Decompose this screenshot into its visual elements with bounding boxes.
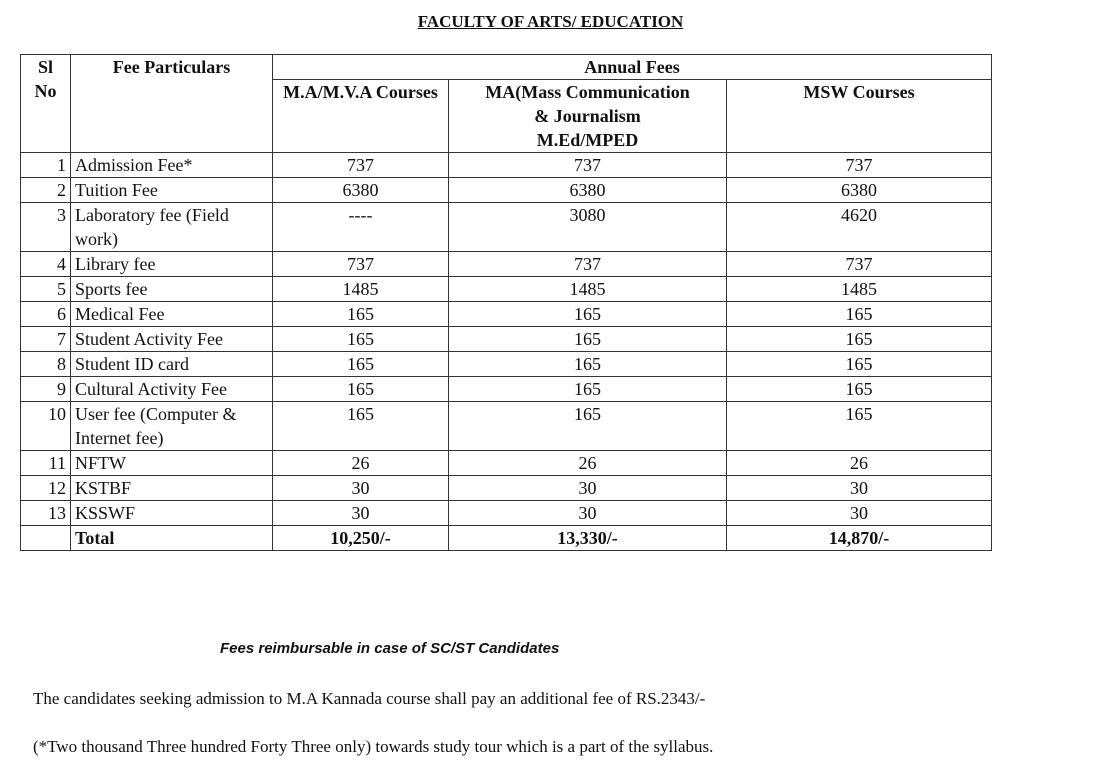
row-msw-fee: 4620: [727, 203, 992, 252]
row-mass-communication-fee: 30: [449, 476, 727, 501]
row-sl-no: 11: [21, 451, 71, 476]
row-sl-no: 10: [21, 402, 71, 451]
total-msw: 14,870/-: [727, 526, 992, 551]
row-mass-communication-fee: 165: [449, 302, 727, 327]
row-mass-communication-fee: 165: [449, 327, 727, 352]
row-mass-communication-fee: 3080: [449, 203, 727, 252]
row-ma-mva-fee: 737: [273, 153, 449, 178]
table-row: [21, 451, 992, 476]
row-sl-no: 3: [21, 203, 71, 252]
row-mass-communication-fee: 1485: [449, 277, 727, 302]
row-sl-no: 7: [21, 327, 71, 352]
table-row: [21, 153, 992, 178]
row-sl-no: 1: [21, 153, 71, 178]
row-ma-mva-fee: 26: [273, 451, 449, 476]
row-fee-particular: Laboratory fee (Field work): [71, 203, 273, 252]
row-ma-mva-fee: 165: [273, 377, 449, 402]
row-mass-communication-fee: 30: [449, 501, 727, 526]
header-mass-line2: & Journalism: [534, 106, 641, 126]
table-row: [21, 327, 992, 352]
kannada-fee-paragraph: The candidates seeking admission to M.A Kannada course shall pay an additional fee of RS.2343/-: [33, 689, 706, 708]
row-ma-mva-fee: 30: [273, 501, 449, 526]
total-label: Total: [71, 526, 273, 551]
row-msw-fee: 165: [727, 352, 992, 377]
header-annual-fees: Annual Fees: [273, 55, 992, 80]
row-sl-no: 13: [21, 501, 71, 526]
row-msw-fee: 737: [727, 252, 992, 277]
row-fee-particular: Sports fee: [71, 277, 273, 302]
row-mass-communication-fee: 165: [449, 377, 727, 402]
row-msw-fee: 6380: [727, 178, 992, 203]
row-msw-fee: 165: [727, 327, 992, 352]
row-sl-no: 12: [21, 476, 71, 501]
row-ma-mva-fee: ----: [273, 203, 449, 252]
row-sl-no: 4: [21, 252, 71, 277]
page-title: FACULTY OF ARTS/ EDUCATION: [417, 12, 684, 31]
total-mass-communication: 13,330/-: [449, 526, 727, 551]
row-fee-particular: KSTBF: [71, 476, 273, 501]
row-msw-fee: 26: [727, 451, 992, 476]
row-fee-particular: Medical Fee: [71, 302, 273, 327]
row-mass-communication-fee: 26: [449, 451, 727, 476]
row-mass-communication-fee: 737: [449, 252, 727, 277]
header-mass-communication: [449, 80, 727, 153]
row-msw-fee: 165: [727, 377, 992, 402]
header-mass-line1: MA(Mass Communication: [485, 82, 690, 102]
row-fee-particular: User fee (Computer & Internet fee): [71, 402, 273, 451]
table-row: [21, 178, 992, 203]
row-ma-mva-fee: 30: [273, 476, 449, 501]
row-msw-fee: 30: [727, 501, 992, 526]
row-ma-mva-fee: 165: [273, 327, 449, 352]
header-sl-no: Sl No: [21, 55, 71, 153]
header-mass-line3: M.Ed/MPED: [536, 130, 639, 150]
header-msw: MSW Courses: [727, 80, 992, 153]
row-mass-communication-fee: 737: [449, 153, 727, 178]
table-row: [21, 277, 992, 302]
table-row: [21, 352, 992, 377]
row-sl-no: 2: [21, 178, 71, 203]
row-msw-fee: 1485: [727, 277, 992, 302]
study-tour-paragraph: (*Two thousand Three hundred Forty Three only) towards study tour which is a part of the syllabus.: [33, 737, 714, 756]
table-row: [21, 501, 992, 526]
row-sl-no: 9: [21, 377, 71, 402]
table-row: [21, 252, 992, 277]
row-fee-particular: Cultural Activity Fee: [71, 377, 273, 402]
row-msw-fee: 165: [727, 402, 992, 451]
row-fee-particular: NFTW: [71, 451, 273, 476]
row-msw-fee: 165: [727, 302, 992, 327]
row-mass-communication-fee: 6380: [449, 178, 727, 203]
total-sl-blank: [21, 526, 71, 551]
row-fee-particular: Admission Fee*: [71, 153, 273, 178]
total-row: [21, 526, 992, 551]
row-fee-particular: Tuition Fee: [71, 178, 273, 203]
row-ma-mva-fee: 165: [273, 402, 449, 451]
row-sl-no: 5: [21, 277, 71, 302]
row-ma-mva-fee: 1485: [273, 277, 449, 302]
table-row: [21, 476, 992, 501]
table-row: [21, 302, 992, 327]
header-ma-mva: M.A/M.V.A Courses: [273, 80, 449, 153]
row-ma-mva-fee: 165: [273, 302, 449, 327]
row-fee-particular: KSSWF: [71, 501, 273, 526]
reimbursement-note: Fees reimbursable in case of SC/ST Candidates: [220, 640, 560, 657]
row-mass-communication-fee: 165: [449, 352, 727, 377]
row-sl-no: 6: [21, 302, 71, 327]
row-sl-no: 8: [21, 352, 71, 377]
fee-table: [20, 54, 992, 551]
row-msw-fee: 737: [727, 153, 992, 178]
row-ma-mva-fee: 6380: [273, 178, 449, 203]
row-ma-mva-fee: 737: [273, 252, 449, 277]
row-msw-fee: 30: [727, 476, 992, 501]
row-fee-particular: Library fee: [71, 252, 273, 277]
total-ma-mva: 10,250/-: [273, 526, 449, 551]
row-fee-particular: Student ID card: [71, 352, 273, 377]
row-fee-particular: Student Activity Fee: [71, 327, 273, 352]
table-row: [21, 203, 992, 252]
fee-table-body: [21, 153, 992, 526]
row-ma-mva-fee: 165: [273, 352, 449, 377]
row-mass-communication-fee: 165: [449, 402, 727, 451]
table-row: [21, 377, 992, 402]
header-fee-particulars: Fee Particulars: [71, 55, 273, 153]
header-row-top: [21, 55, 992, 80]
table-row: [21, 402, 992, 451]
